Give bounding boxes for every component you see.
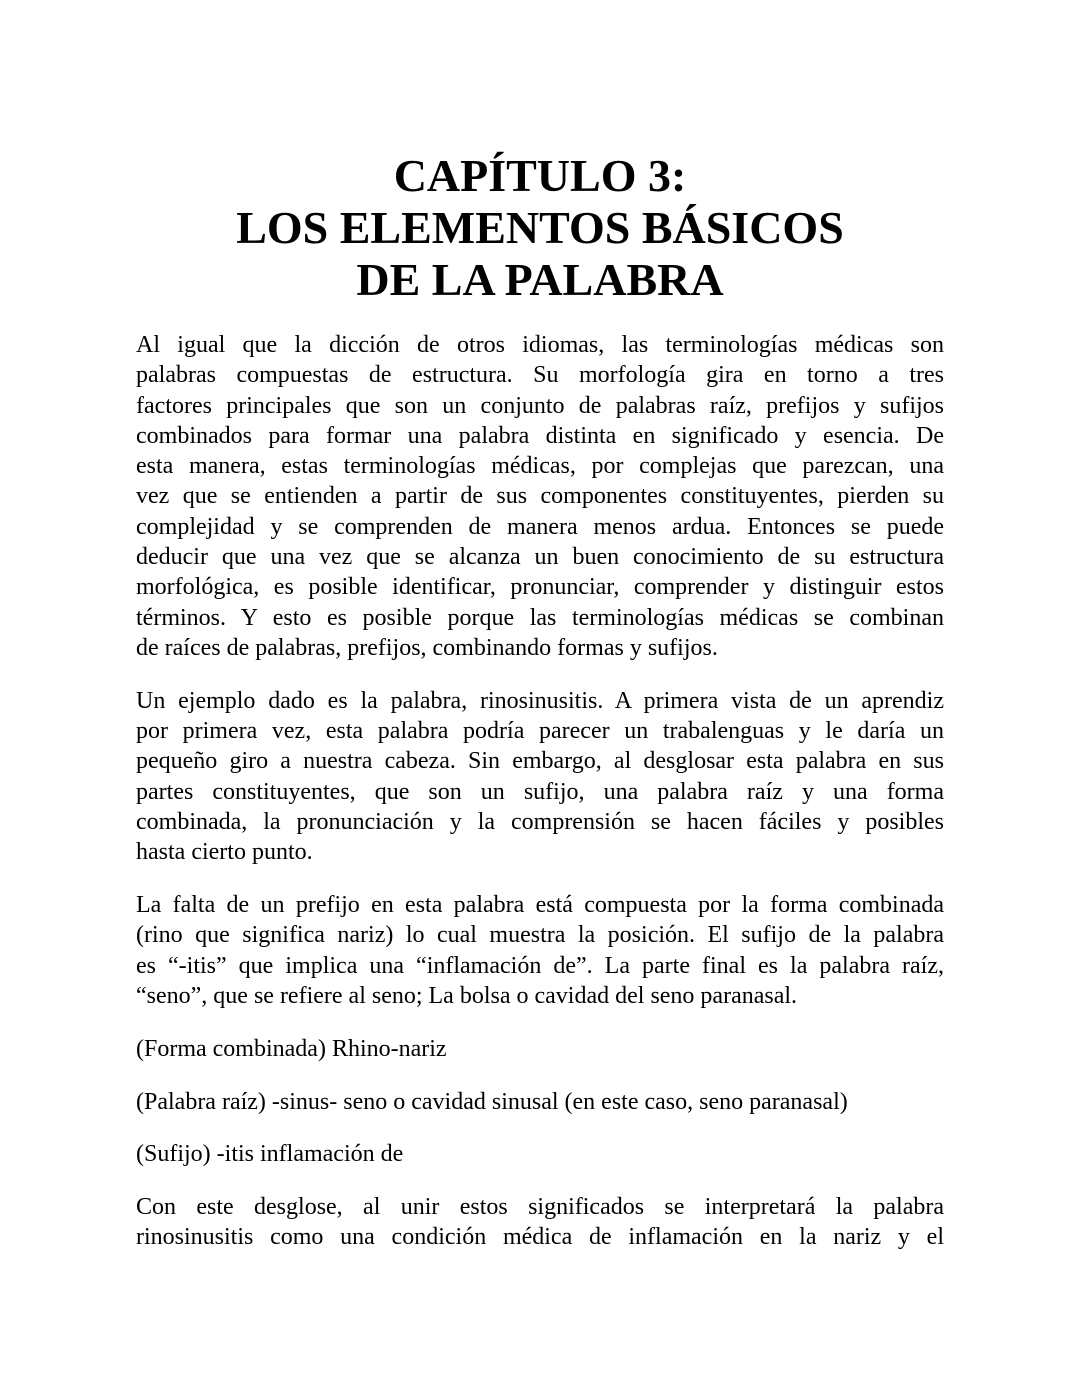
text-line: Un ejemplo dado es la palabra, rinosinusitis. A primera vista de un aprendiz — [136, 687, 944, 714]
text-line: de raíces de palabras, prefijos, combinando formas y sufijos. — [136, 634, 718, 661]
text-line: (Forma combinada) Rhino-nariz — [136, 1035, 447, 1062]
text-line: combinados para formar una palabra distinta en significado y esencia. De — [136, 422, 944, 449]
paragraph — [136, 890, 944, 1011]
paragraph — [136, 330, 944, 663]
text-line: palabras compuestas de estructura. Su morfología gira en torno a tres — [136, 362, 944, 389]
text-line: Al igual que la dicción de otros idiomas, las terminologías médicas son — [136, 332, 944, 358]
text-line: pequeño giro a nuestra cabeza. Sin embargo, al desglosar esta palabra en sus — [136, 748, 944, 775]
text-line: términos. Y esto es posible porque las terminologías médicas se combinan — [136, 604, 944, 631]
text-line: “seno”, que se refiere al seno; La bolsa o cavidad del seno paranasal. — [136, 982, 798, 1009]
text-line: combinada, la pronunciación y la comprensión se hacen fáciles y posibles — [136, 808, 944, 835]
body-text — [136, 330, 944, 1275]
text-line: por primera vez, esta palabra podría parecer un trabalenguas y le daría un — [136, 718, 944, 745]
text-line: La falta de un prefijo en esta palabra está compuesta por la forma combinada — [136, 892, 944, 919]
paragraph — [136, 1087, 944, 1117]
text-line: (rino que significa nariz) lo cual muestra la posición. El sufijo de la palabra — [136, 922, 944, 949]
paragraph — [136, 686, 944, 868]
text-line: (Palabra raíz) -sinus- seno o cavidad sinusal (en este caso, seno paranasal) — [136, 1088, 848, 1115]
text-line: esta manera, estas terminologías médicas, por complejas que parezcan, una — [136, 453, 944, 480]
text-line: Con este desglose, al unir estos significados se interpretará la palabra — [136, 1194, 944, 1221]
text-line: partes constituyentes, que son un sufijo, una palabra raíz y una forma — [136, 778, 944, 805]
chapter-title-line: DE LA PALABRA — [356, 254, 724, 305]
text-line: morfológica, es posible identificar, pronunciar, comprender y distinguir estos — [136, 574, 944, 601]
paragraph — [136, 1034, 944, 1064]
text-line: hasta cierto punto. — [136, 839, 313, 866]
paragraph — [136, 1139, 944, 1169]
text-line: es “-itis” que implica una “inflamación de”. La parte final es la palabra raíz, — [136, 952, 944, 979]
chapter-title-line: LOS ELEMENTOS BÁSICOS — [236, 202, 844, 253]
text-line: rinosinusitis como una condición médica de inflamación en la nariz y el — [136, 1224, 944, 1251]
paragraph — [136, 1192, 944, 1253]
chapter-title-line: CAPÍTULO 3: — [393, 150, 687, 201]
text-line: deducir que una vez que se alcanza un buen conocimiento de su estructura — [136, 544, 944, 571]
text-line: complejidad y se comprenden de manera menos ardua. Entonces se puede — [136, 513, 944, 540]
text-line: factores principales que son un conjunto de palabras raíz, prefijos y sufijos — [136, 392, 944, 419]
text-line: (Sufijo) -itis inflamación de — [136, 1141, 404, 1168]
chapter-title — [0, 150, 1080, 306]
text-line: vez que se entienden a partir de sus componentes constituyentes, pierden su — [136, 483, 944, 510]
